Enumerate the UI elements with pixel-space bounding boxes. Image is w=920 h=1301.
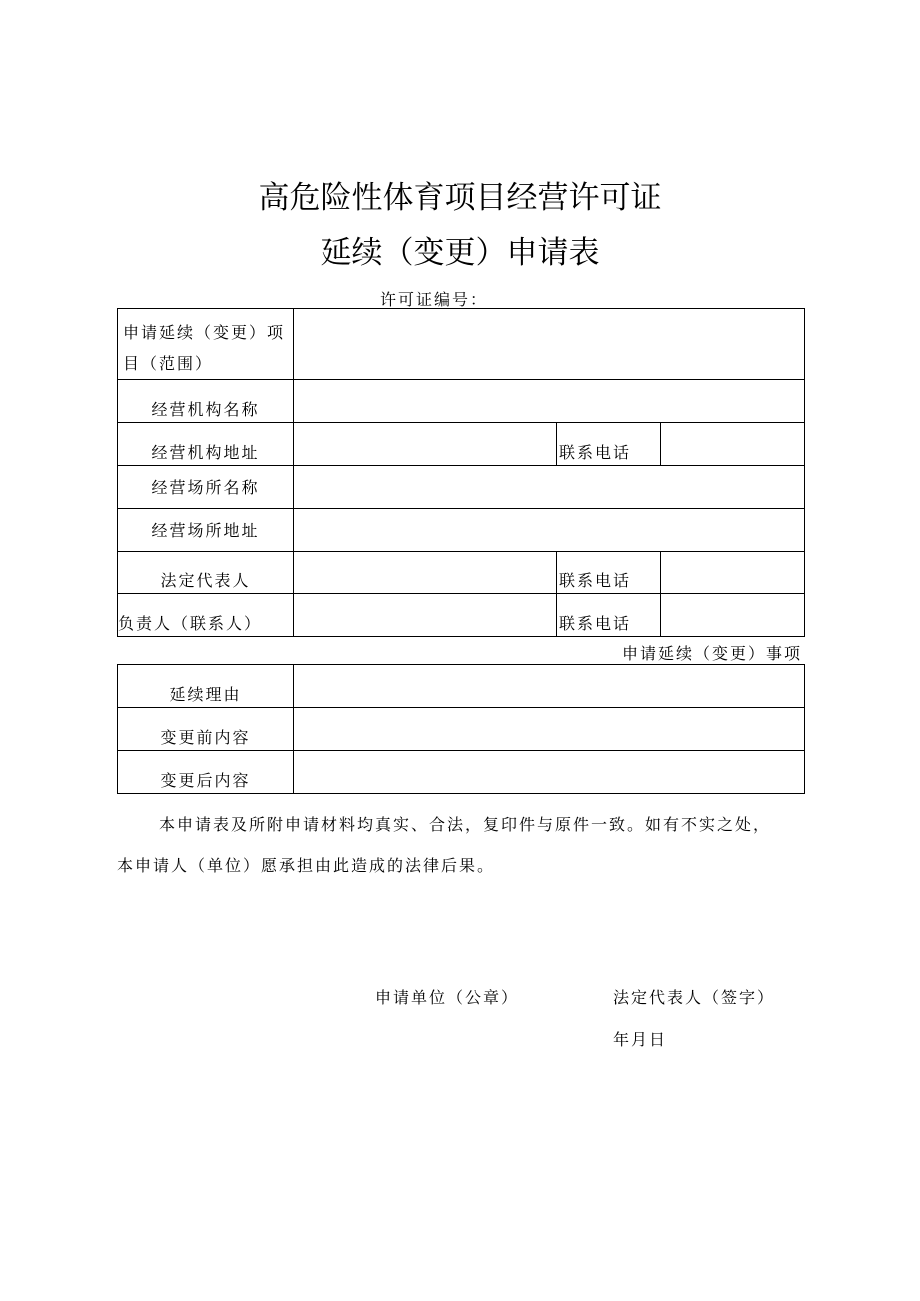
before-change-label: 变更前内容 xyxy=(118,708,294,751)
applicant-seal-label: 申请单位（公章） xyxy=(375,988,520,1007)
table-row xyxy=(118,466,805,509)
table-row xyxy=(118,594,805,637)
form-title-line2: 延续（变更）申请表 xyxy=(320,235,600,271)
after-change-field[interactable] xyxy=(294,751,805,794)
date-label: 年月日 xyxy=(613,1030,668,1049)
table-row xyxy=(118,708,805,751)
venue-name-field[interactable] xyxy=(294,466,805,509)
contact-person-field[interactable] xyxy=(294,594,557,637)
table-row xyxy=(118,309,805,380)
renewal-reason-label: 延续理由 xyxy=(118,665,294,708)
declaration-line1: 本申请表及所附申请材料均真实、合法，复印件与原件一致。如有不实之处， xyxy=(159,815,772,834)
legal-rep-phone-field[interactable] xyxy=(661,552,805,594)
table-row xyxy=(118,423,805,466)
project-scope-label: 申请延续（变更）项目（范围） xyxy=(118,309,294,380)
declaration-line2: 本申请人（单位）愿承担由此造成的法律后果。 xyxy=(117,856,496,875)
legal-rep-field[interactable] xyxy=(294,552,557,594)
venue-address-label: 经营场所地址 xyxy=(118,509,294,552)
org-phone-field[interactable] xyxy=(661,423,805,466)
legal-rep-phone-label: 联系电话 xyxy=(557,552,661,594)
org-name-label: 经营机构名称 xyxy=(118,380,294,423)
table-row xyxy=(118,751,805,794)
permit-number-label: 许可证编号： xyxy=(380,290,489,309)
venue-name-label: 经营场所名称 xyxy=(118,466,294,509)
table-row xyxy=(118,509,805,552)
application-info-table xyxy=(117,308,805,637)
legal-rep-label: 法定代表人 xyxy=(118,552,294,594)
renewal-reason-field[interactable] xyxy=(294,665,805,708)
table-row xyxy=(118,380,805,423)
org-address-label: 经营机构地址 xyxy=(118,423,294,466)
venue-address-field[interactable] xyxy=(294,509,805,552)
org-phone-label: 联系电话 xyxy=(557,423,661,466)
table-row xyxy=(118,552,805,594)
org-address-field[interactable] xyxy=(294,423,557,466)
org-name-field[interactable] xyxy=(294,380,805,423)
contact-phone-label: 联系电话 xyxy=(557,594,661,637)
legal-rep-signature-label: 法定代表人（签字） xyxy=(613,988,776,1007)
form-title-line1: 高危险性体育项目经营许可证 xyxy=(258,180,662,216)
before-change-field[interactable] xyxy=(294,708,805,751)
after-change-label: 变更后内容 xyxy=(118,751,294,794)
contact-phone-field[interactable] xyxy=(661,594,805,637)
table-row xyxy=(118,665,805,708)
change-items-table xyxy=(117,664,805,794)
items-heading: 申请延续（变更）事项 xyxy=(621,644,802,663)
contact-person-label: 负责人（联系人） xyxy=(118,594,294,637)
project-scope-field[interactable] xyxy=(294,309,805,380)
